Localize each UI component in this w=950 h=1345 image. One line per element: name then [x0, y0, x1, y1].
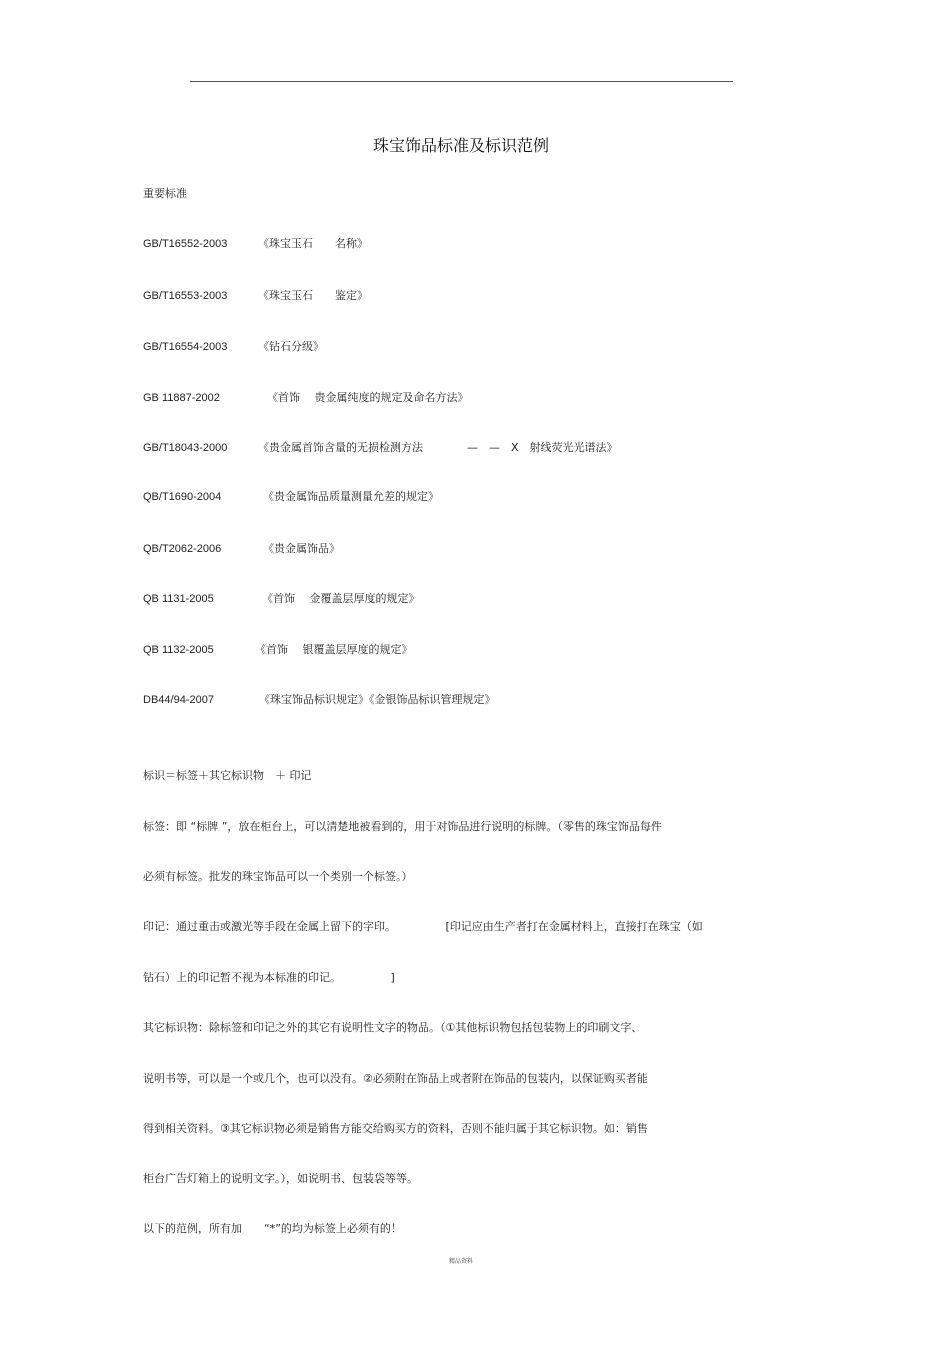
- standard-title: 《首饰 银覆盖层厚度的规定》: [255, 643, 413, 656]
- standard-title: 《贵金属饰品》: [263, 542, 340, 555]
- standard-title: 《贵金属首饰含量的无损检测方法 — — X 射线荧光光谱法》: [258, 441, 618, 454]
- standard-title: 《珠宝玉石 鉴定》: [258, 289, 368, 302]
- standard-code: GB 11887-2002: [143, 392, 220, 404]
- standard-code: QB 1131-2005: [143, 593, 214, 605]
- paragraph-line: 以下的范例，所有加 “*”的均为标签上必须有的！: [143, 1222, 402, 1235]
- paragraph-line: 得到相关资料。③其它标识物必须是销售方能交给购买方的资料，否则不能归属于其它标识物。如：销售: [143, 1122, 648, 1135]
- standard-item: [143, 289, 227, 303]
- standard-code: QB 1132-2005: [143, 644, 214, 656]
- standard-item: [143, 237, 227, 251]
- standard-code: GB/T16553-2003: [143, 290, 228, 302]
- standard-item: [143, 340, 227, 354]
- paragraph-line: 印记：通过重击或激光等手段在金属上留下的字印。 [印记应由生产者打在金属材料上，直接打在珠宝（如: [143, 920, 703, 933]
- paragraph-line: 标签：即 “标牌 ”，放在柜台上，可以清楚地被看到的，用于对饰品进行说明的标牌。（零售的珠宝饰品每件: [143, 820, 662, 833]
- standard-item: [143, 643, 214, 657]
- page-title: 珠宝饰品标准及标识范例: [372, 136, 549, 155]
- paragraph-line: 柜台广告灯箱上的说明文字。），如说明书、包装袋等等。: [143, 1172, 418, 1185]
- paragraph-line: 说明书等，可以是一个或几个，也可以没有。②必须附在饰品上或者附在饰品的包装内，以保证购买者能: [143, 1072, 648, 1085]
- standard-title: 《珠宝玉石 名称》: [258, 237, 368, 250]
- standard-item: [143, 592, 214, 606]
- paragraph-line: 其它标识物：除标签和印记之外的其它有说明性文字的物品。（①其他标识物包括包装物上的印刷文字、: [143, 1021, 643, 1034]
- standard-code: GB/T16552-2003: [143, 238, 228, 250]
- paragraph-line: 必须有标签。批发的珠宝饰品可以一个类别一个标签。）: [143, 870, 413, 883]
- standard-code: DB44/94-2007: [143, 694, 214, 706]
- standard-title: 《首饰 贵金属纯度的规定及命名方法》: [267, 391, 469, 404]
- standard-code: GB/T18043-2000: [143, 442, 228, 454]
- standard-item: [143, 542, 221, 556]
- paragraph-line: 钻石）上的印记暂不视为本标准的印记。 ]: [143, 971, 395, 984]
- page-footer: 精品资料: [448, 1258, 473, 1265]
- standard-code: QB/T2062-2006: [143, 543, 222, 555]
- standard-code: GB/T16554-2003: [143, 341, 228, 353]
- section-heading: 重要标准: [143, 187, 187, 200]
- standard-title: 《贵金属饰品质量测量允差的规定》: [263, 490, 439, 503]
- top-rule: [190, 81, 733, 82]
- standard-title: 《钻石分级》: [258, 340, 324, 353]
- standard-item: [143, 391, 220, 405]
- standard-code: QB/T1690-2004: [143, 491, 222, 503]
- standard-title: 《珠宝饰品标识规定》《金银饰品标识管理规定》: [259, 693, 496, 706]
- standard-item: [143, 490, 221, 504]
- paragraph-line: 标识＝标签＋其它标识物 ＋ 印记: [143, 769, 312, 782]
- standard-item: [143, 441, 227, 455]
- standard-item: [143, 693, 214, 707]
- standard-title: 《首饰 金覆盖层厚度的规定》: [262, 592, 420, 605]
